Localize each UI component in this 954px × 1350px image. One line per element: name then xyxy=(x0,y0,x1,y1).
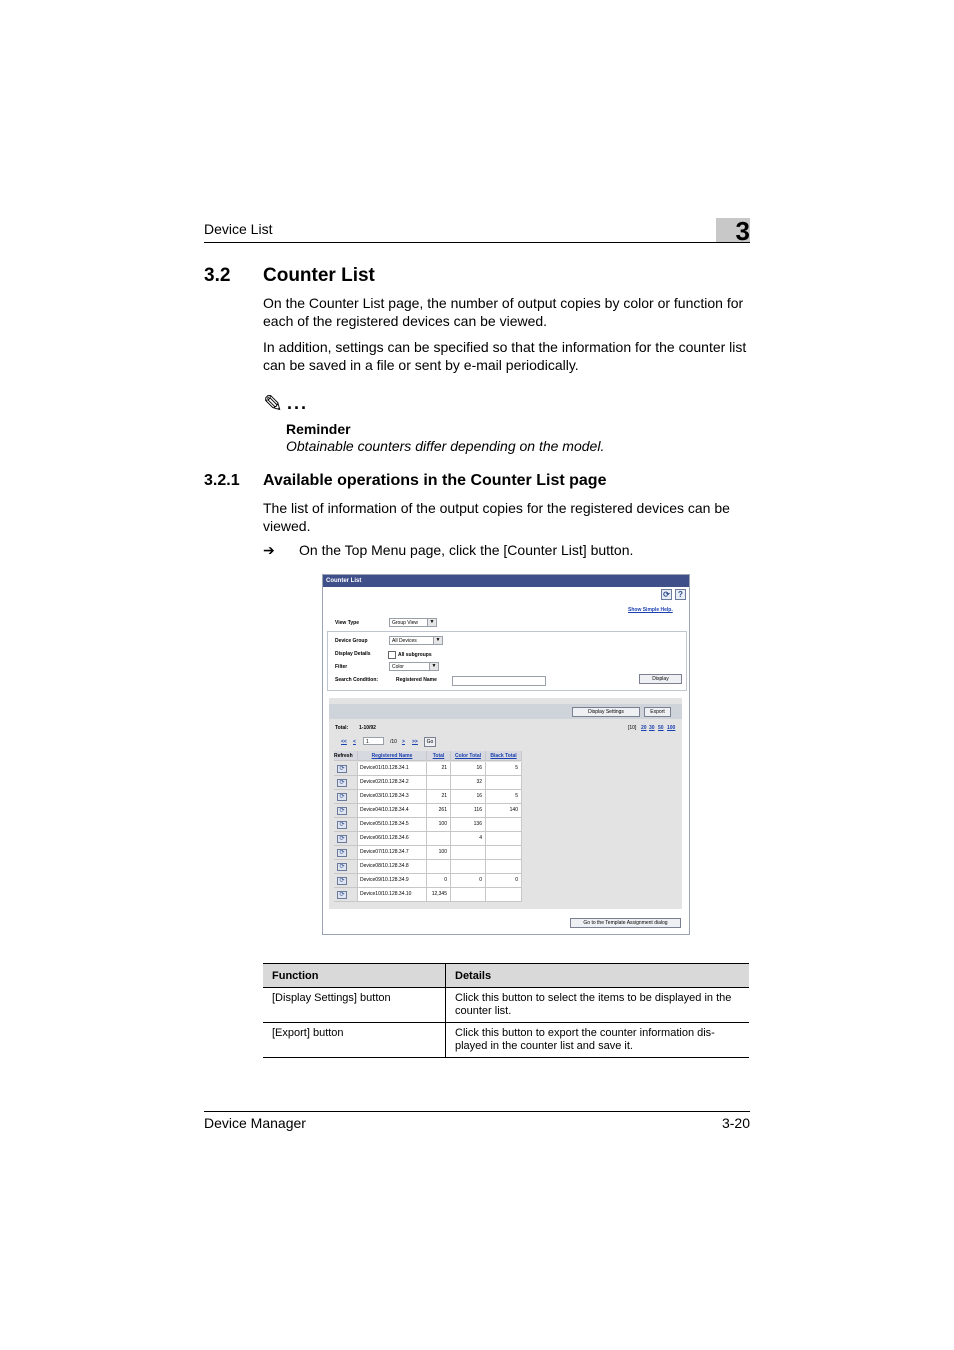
total-label: Total: xyxy=(335,725,349,731)
nav-last-link[interactable]: >> xyxy=(412,739,418,745)
refresh-icon[interactable]: ⟳ xyxy=(337,891,347,899)
registered-name-input[interactable] xyxy=(452,676,546,686)
registered-name-cell: Device07/10.128.34.7 xyxy=(358,846,427,860)
total-cell: 100 xyxy=(427,846,451,860)
black-cell xyxy=(486,832,522,846)
black-cell: 140 xyxy=(486,804,522,818)
display-settings-button[interactable]: Display Settings xyxy=(572,707,640,717)
chapter-number: 3 xyxy=(735,216,750,246)
running-header-title: Device List xyxy=(204,221,273,237)
section-title: Counter List xyxy=(263,265,375,286)
section-number: 3.2 xyxy=(204,265,231,286)
registered-name-cell: Device08/10.128.34.8 xyxy=(358,860,427,874)
function-cell: [Export] button xyxy=(263,1023,446,1058)
refresh-cell xyxy=(334,846,358,860)
color-cell xyxy=(451,846,486,860)
refresh-icon[interactable]: ⟳ xyxy=(337,863,347,871)
refresh-cell xyxy=(334,818,358,832)
help-icon[interactable]: ? xyxy=(675,589,686,600)
black-cell xyxy=(486,776,522,790)
table-row xyxy=(263,1023,749,1058)
black-cell: 5 xyxy=(486,762,522,776)
counter-list-area xyxy=(329,698,682,909)
color-cell xyxy=(451,888,486,902)
window-title: Counter List xyxy=(323,575,689,587)
refresh-icon[interactable]: ⟳ xyxy=(661,589,672,600)
chevron-down-icon: ▼ xyxy=(427,619,436,626)
refresh-cell xyxy=(334,860,358,874)
refresh-cell xyxy=(334,790,358,804)
device-group-select[interactable] xyxy=(389,636,443,645)
reminder-text: Obtainable counters differ depending on the model. xyxy=(286,438,605,454)
go-button[interactable]: Go xyxy=(424,737,436,747)
color-cell xyxy=(451,860,486,874)
black-cell xyxy=(486,818,522,832)
details-header: Details xyxy=(446,964,750,988)
search-condition-label: Search Condition: xyxy=(335,677,379,683)
page-size-30[interactable]: 30 xyxy=(649,725,655,731)
refresh-cell xyxy=(334,888,358,902)
column-header[interactable]: Black Total xyxy=(486,751,522,761)
function-table xyxy=(263,963,749,1058)
footer-rule xyxy=(204,1111,750,1112)
nav-prev-link[interactable]: < xyxy=(353,739,356,745)
ellipsis-icon: ... xyxy=(287,393,309,413)
color-cell: 136 xyxy=(451,818,486,832)
subsection-number: 3.2.1 xyxy=(204,472,240,489)
table-header-row xyxy=(263,964,749,988)
total-cell xyxy=(427,832,451,846)
refresh-icon[interactable]: ⟳ xyxy=(337,793,347,801)
arrow-icon: ➔ xyxy=(263,542,275,558)
display-button[interactable]: Display xyxy=(639,674,682,684)
paragraph-1: On the Counter List page, the number of output copies by color or function for each of the registered devices can be viewed. xyxy=(263,295,744,329)
all-subgroups-checkbox[interactable] xyxy=(388,651,396,659)
registered-name-cell: Device06/10.128.34.6 xyxy=(358,832,427,846)
show-help-link[interactable]: Show Simple Help. xyxy=(628,607,673,613)
registered-name-cell: Device04/10.128.34.4 xyxy=(358,804,427,818)
pencil-icon: ✎ xyxy=(263,391,284,418)
chevron-down-icon: ▼ xyxy=(429,663,438,670)
page-size-current: [10] xyxy=(628,725,637,731)
color-cell: 116 xyxy=(451,804,486,818)
refresh-icon[interactable]: ⟳ xyxy=(337,807,347,815)
total-cell: 100 xyxy=(427,818,451,832)
black-cell xyxy=(486,888,522,902)
refresh-cell xyxy=(334,874,358,888)
page-number: 3-20 xyxy=(721,1115,750,1131)
device-group-value: All Devices xyxy=(392,638,417,644)
total-cell: 261 xyxy=(427,804,451,818)
black-cell xyxy=(486,860,522,874)
export-button[interactable]: Export xyxy=(644,707,671,717)
color-cell: 32 xyxy=(451,776,486,790)
registered-name-cell: Device10/10.128.34.10 xyxy=(358,888,427,902)
refresh-cell xyxy=(334,762,358,776)
all-subgroups-label: All subgroups xyxy=(398,652,432,658)
function-header: Function xyxy=(263,964,446,988)
refresh-icon[interactable]: ⟳ xyxy=(337,821,347,829)
column-header: Refresh xyxy=(334,751,358,761)
refresh-icon[interactable]: ⟳ xyxy=(337,765,347,773)
device-group-label: Device Group xyxy=(335,638,368,644)
page-size-50[interactable]: 50 xyxy=(658,725,664,731)
subsection-title: Available operations in the Counter List page xyxy=(263,472,607,489)
refresh-cell xyxy=(334,776,358,790)
total-cell xyxy=(427,776,451,790)
registered-name-cell: Device03/10.128.34.3 xyxy=(358,790,427,804)
list-toolbar xyxy=(329,704,682,719)
black-cell: 5 xyxy=(486,790,522,804)
page-size-100[interactable]: 100 xyxy=(667,725,676,731)
total-cell xyxy=(427,860,451,874)
registered-name-cell: Device01/10.128.34.1 xyxy=(358,762,427,776)
refresh-cell xyxy=(334,832,358,846)
registered-name-cell: Device05/10.128.34.5 xyxy=(358,818,427,832)
refresh-cell xyxy=(334,804,358,818)
view-type-select[interactable] xyxy=(389,618,437,627)
function-cell: [Display Settings] button xyxy=(263,988,446,1023)
filter-value: Color xyxy=(392,664,404,670)
column-header[interactable]: Color Total xyxy=(451,751,486,761)
page-number-input[interactable]: 1 xyxy=(363,737,384,745)
display-details-label: Display Details xyxy=(335,651,371,657)
color-cell: 16 xyxy=(451,790,486,804)
column-header[interactable]: Registered Name xyxy=(358,751,427,761)
registered-name-label: Registered Name xyxy=(396,677,437,683)
nav-next-link[interactable]: > xyxy=(402,739,405,745)
refresh-icon[interactable]: ⟳ xyxy=(337,849,347,857)
paragraph-2: In addition, settings can be specified so that the information for the counter list can be saved in a file or sent by e-mail periodically. xyxy=(263,339,747,373)
refresh-icon[interactable]: ⟳ xyxy=(337,779,347,787)
details-cell: Click this button to export the counter information dis-played in the counter list and save it. xyxy=(446,1023,750,1058)
registered-name-cell: Device02/10.128.34.2 xyxy=(358,776,427,790)
total-cell: 0 xyxy=(427,874,451,888)
registered-name-cell: Device09/10.128.34.9 xyxy=(358,874,427,888)
refresh-icon[interactable]: ⟳ xyxy=(337,877,347,885)
table-row xyxy=(263,988,749,1023)
view-type-label: View Type xyxy=(335,620,359,626)
filter-label: Filter xyxy=(335,664,348,670)
total-cell: 21 xyxy=(427,790,451,804)
reminder-title: Reminder xyxy=(286,421,351,437)
black-cell xyxy=(486,846,522,860)
color-cell: 0 xyxy=(451,874,486,888)
step-text: On the Top Menu page, click the [Counter List] button. xyxy=(299,542,634,558)
total-cell: 21 xyxy=(427,762,451,776)
color-cell: 16 xyxy=(451,762,486,776)
nav-first-link[interactable]: << xyxy=(341,739,347,745)
column-header[interactable]: Total xyxy=(427,751,451,761)
refresh-icon[interactable]: ⟳ xyxy=(337,835,347,843)
counter-list-screenshot xyxy=(322,574,690,935)
black-cell: 0 xyxy=(486,874,522,888)
template-assignment-button[interactable]: Go to the Template Assignment dialog xyxy=(570,918,681,928)
view-type-value: Group View xyxy=(392,620,419,626)
chevron-down-icon: ▼ xyxy=(433,637,442,644)
footer-title: Device Manager xyxy=(204,1115,306,1131)
page-size-20[interactable]: 20 xyxy=(641,725,647,731)
filter-panel xyxy=(327,631,687,691)
header-rule xyxy=(204,242,750,243)
details-cell: Click this button to select the items to be displayed in the counter list. xyxy=(446,988,750,1023)
filter-select[interactable] xyxy=(389,662,439,671)
subsection-paragraph: The list of information of the output copies for the registered devices can be viewed. xyxy=(263,500,730,534)
page-count: /10 xyxy=(390,739,397,745)
total-cell: 12,345 xyxy=(427,888,451,902)
total-value: 1-10/92 xyxy=(359,725,376,731)
color-cell: 4 xyxy=(451,832,486,846)
